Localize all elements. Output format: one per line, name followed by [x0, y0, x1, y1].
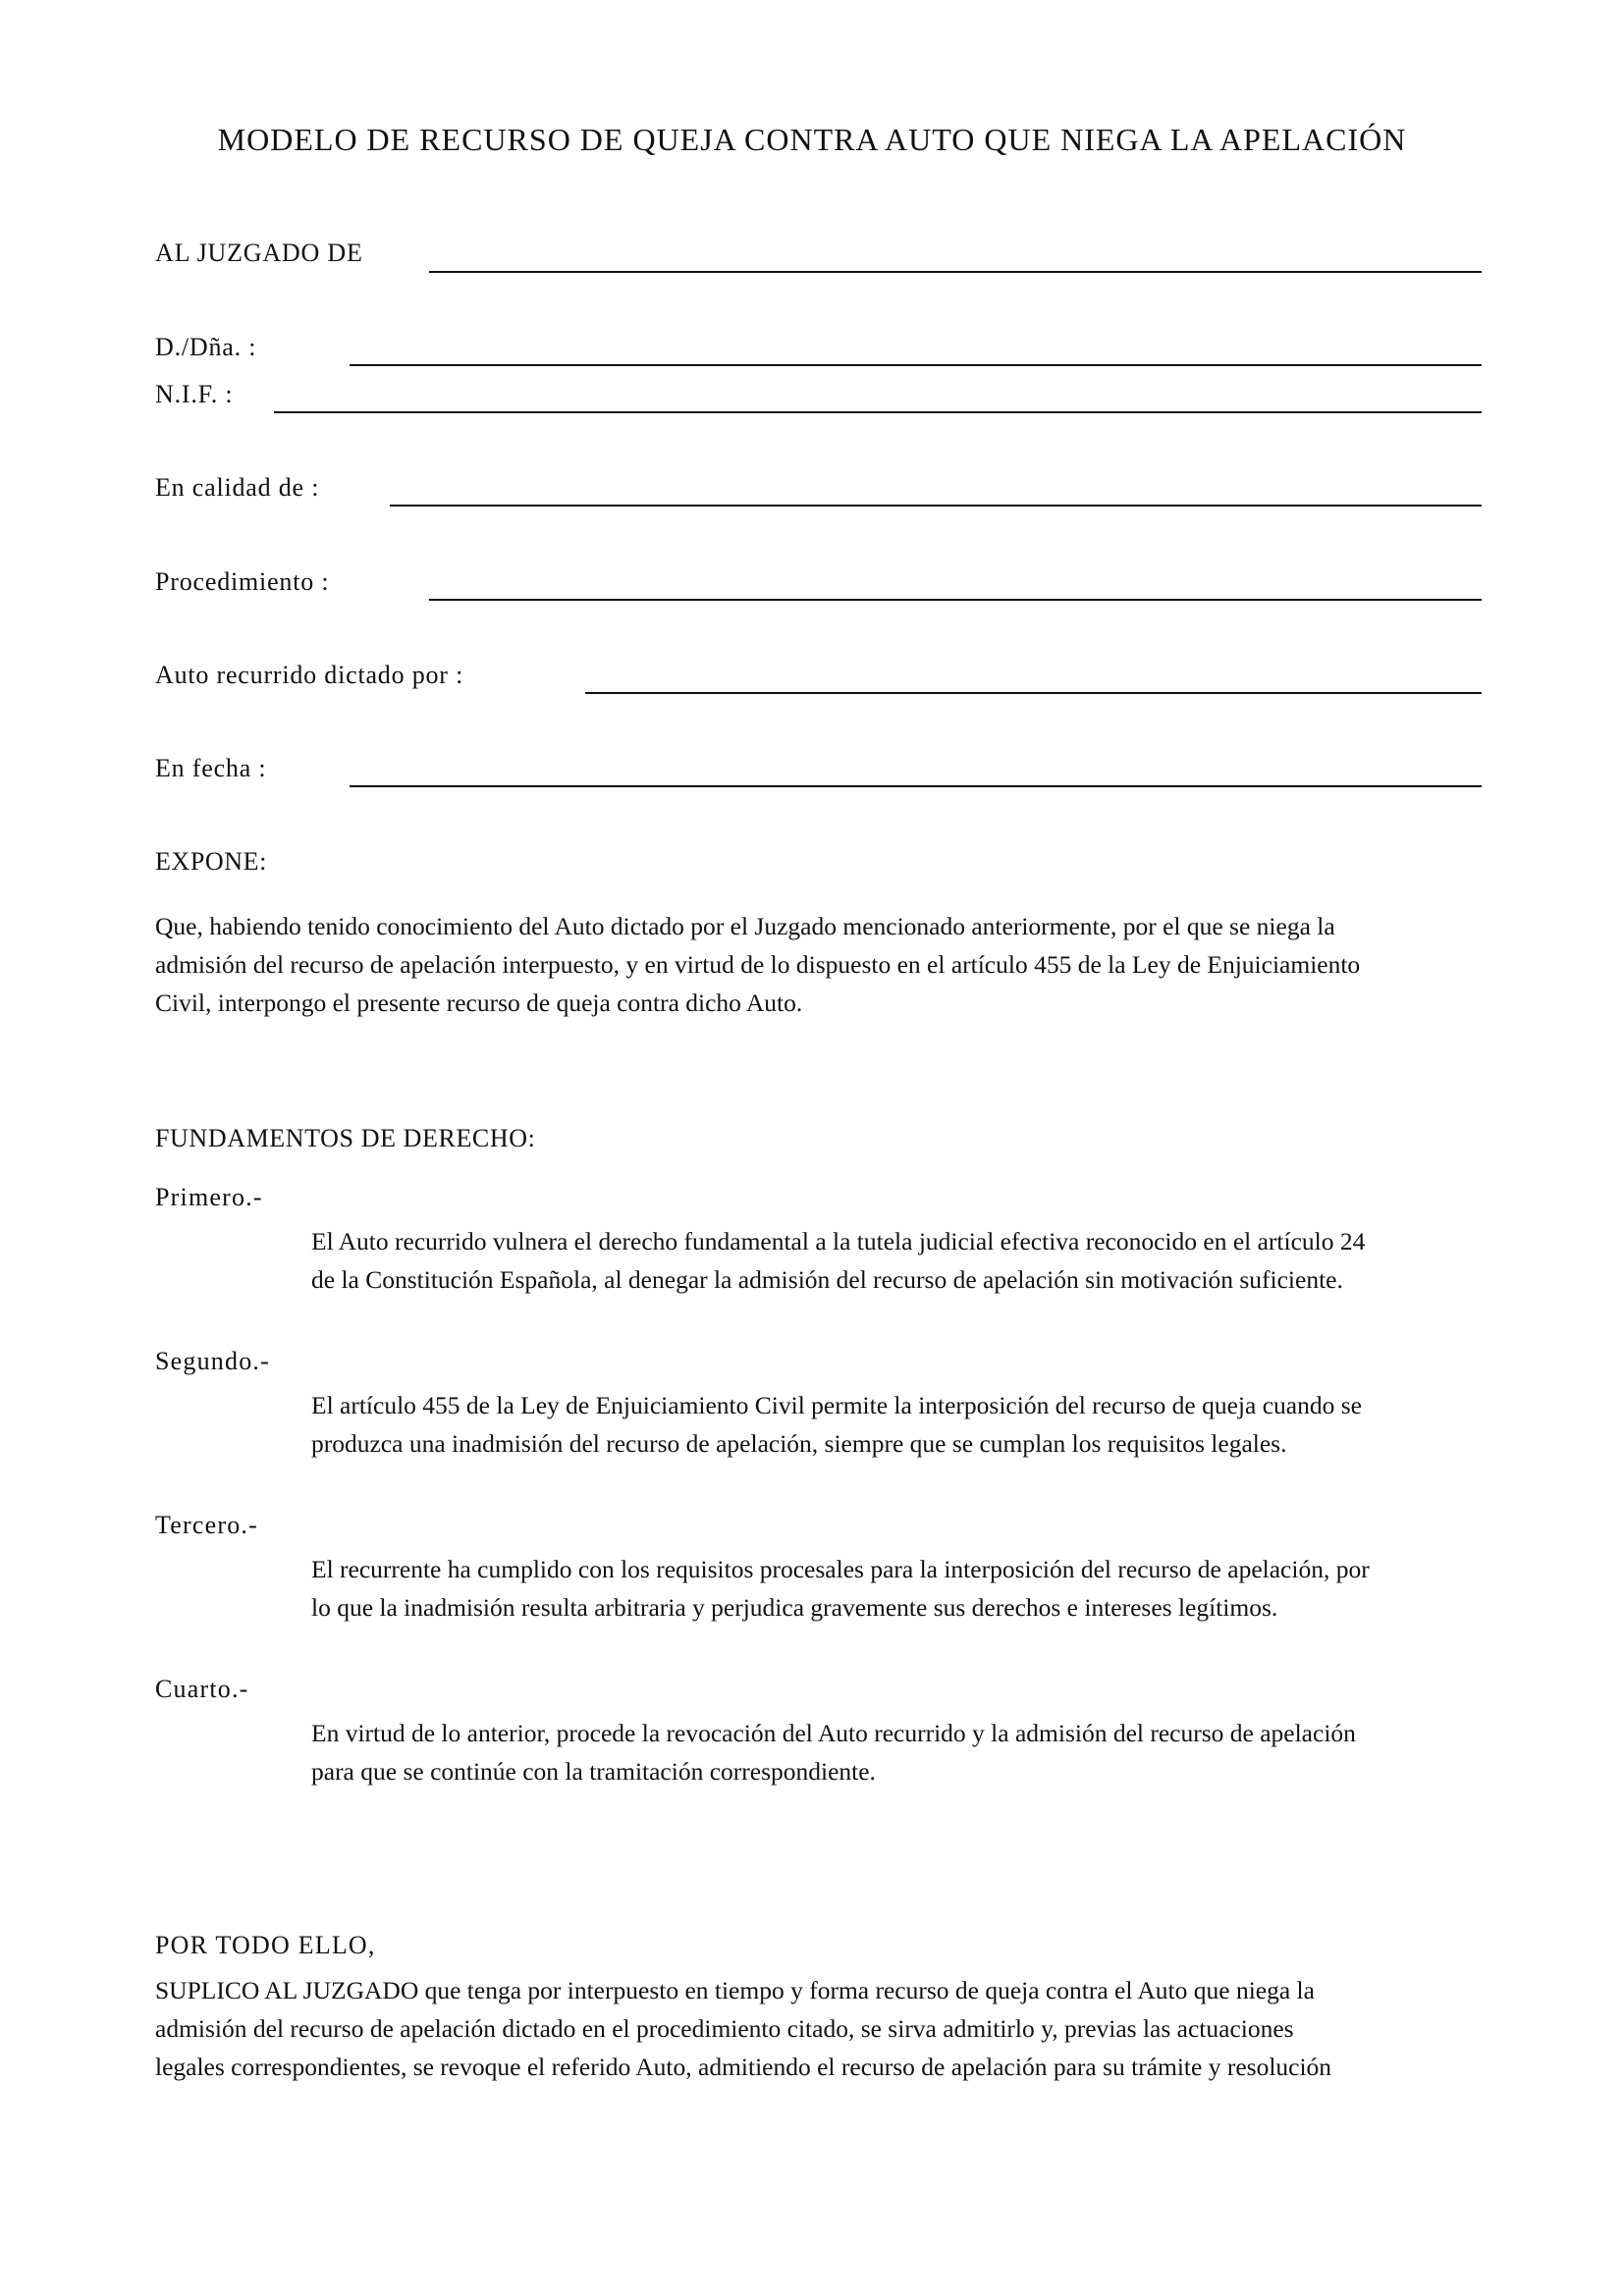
nombre-label: D./Dña. : — [155, 333, 257, 361]
nombre-blank-line[interactable] — [350, 364, 1482, 366]
tercero-text — [311, 1550, 1370, 1627]
tercero-line: lo que la inadmisión resulta arbitraria y perjudica gravemente sus derechos e intereses legítimos. — [311, 1593, 1278, 1622]
suplico-line: legales correspondientes, se revoque el referido Auto, admitiendo el recurso de apelación para su trámite y resolución — [155, 2053, 1332, 2081]
calidad-blank-line[interactable] — [390, 505, 1482, 507]
auto-dictado-blank-line[interactable] — [585, 692, 1482, 694]
suplico-line: SUPLICO AL JUZGADO que tenga por interpuesto en tiempo y forma recurso de queja contra el Auto que niega la — [155, 1976, 1315, 2004]
juzgado-label: AL JUZGADO DE — [155, 239, 363, 267]
fecha-blank-line[interactable] — [350, 785, 1482, 787]
tercero-line: El recurrente ha cumplido con los requisitos procesales para la interposición del recurso de apelación, por — [311, 1555, 1370, 1583]
expone-paragraph — [155, 907, 1490, 1022]
tercero-label: Tercero.- — [155, 1511, 258, 1539]
fundamentos-heading: FUNDAMENTOS DE DERECHO: — [155, 1124, 536, 1152]
expone-line: admisión del recurso de apelación interpuesto, y en virtud de lo dispuesto en el artículo 455 de la Ley de Enjuiciamiento — [155, 950, 1361, 979]
nif-label: N.I.F. : — [155, 380, 234, 408]
nif-blank-line[interactable] — [274, 411, 1482, 413]
expone-heading: EXPONE: — [155, 847, 267, 876]
segundo-line: produzca una inadmisión del recurso de apelación, siempre que se cumplan los requisitos legales. — [311, 1429, 1287, 1458]
cuarto-label: Cuarto.- — [155, 1675, 249, 1703]
juzgado-blank-line[interactable] — [429, 271, 1482, 273]
procedimiento-label: Procedimiento : — [155, 567, 330, 596]
segundo-line: El artículo 455 de la Ley de Enjuiciamiento Civil permite la interposición del recurso de queja cuando se — [311, 1391, 1362, 1419]
cuarto-line: para que se continúe con la tramitación correspondiente. — [311, 1757, 876, 1786]
primero-text — [311, 1222, 1365, 1299]
primero-line: El Auto recurrido vulnera el derecho fundamental a la tutela judicial efectiva reconocido en el artículo 24 — [311, 1227, 1366, 1255]
procedimiento-blank-line[interactable] — [429, 599, 1482, 601]
expone-line: Civil, interpongo el presente recurso de queja contra dicho Auto. — [155, 988, 803, 1017]
expone-line: Que, habiendo tenido conocimiento del Auto dictado por el Juzgado mencionado anteriormente, por el que se niega la — [155, 912, 1335, 940]
suplico-paragraph — [155, 1971, 1490, 2086]
segundo-label: Segundo.- — [155, 1347, 270, 1375]
por-todo-ello-heading: POR TODO ELLO, — [155, 1931, 376, 1959]
fecha-label: En fecha : — [155, 754, 267, 782]
suplico-line: admisión del recurso de apelación dictado en el procedimiento citado, se sirva admitirlo y, previas las actuaciones — [155, 2014, 1294, 2043]
cuarto-text — [311, 1714, 1356, 1790]
cuarto-line: En virtud de lo anterior, procede la revocación del Auto recurrido y la admisión del recurso de apelación — [311, 1719, 1356, 1747]
segundo-text — [311, 1386, 1362, 1463]
primero-line: de la Constitución Española, al denegar la admisión del recurso de apelación sin motivación suficiente. — [311, 1265, 1343, 1294]
auto-dictado-label: Auto recurrido dictado por : — [155, 661, 464, 689]
primero-label: Primero.- — [155, 1183, 263, 1211]
document-title: MODELO DE RECURSO DE QUEJA CONTRA AUTO QUE NIEGA LA APELACIÓN — [217, 122, 1407, 157]
calidad-label: En calidad de : — [155, 473, 320, 502]
